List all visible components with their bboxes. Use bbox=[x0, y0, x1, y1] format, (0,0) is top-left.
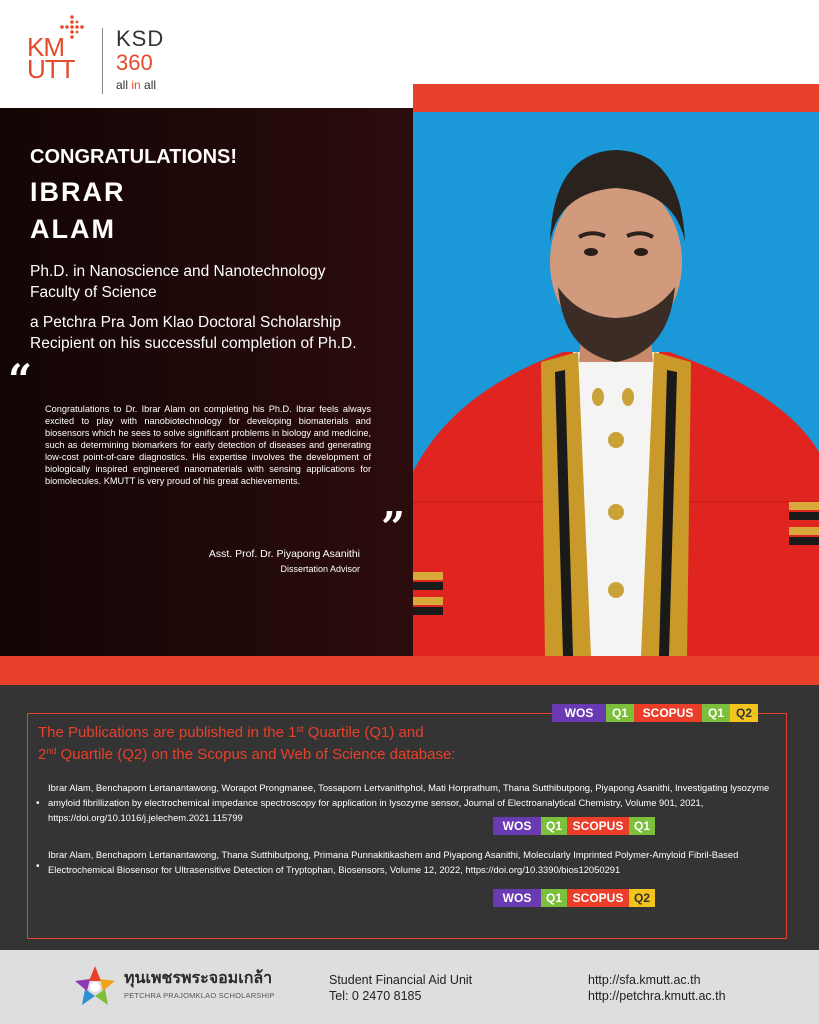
badge-wos: WOS bbox=[552, 704, 606, 722]
graduate-portrait-illustration bbox=[413, 112, 819, 656]
bullet-icon: • bbox=[36, 861, 40, 872]
badge-q2: Q2 bbox=[629, 889, 655, 907]
scholarship-name-thai: ทุนเพชรพระจอมเกล้า bbox=[124, 970, 273, 987]
recipient-last-name: ALAM bbox=[30, 214, 116, 244]
ksd-logo-tagline: all in all bbox=[116, 78, 157, 92]
badge-q1: Q1 bbox=[541, 889, 567, 907]
accent-bar-top bbox=[413, 84, 819, 112]
kmutt-logo-line1: KM bbox=[27, 32, 64, 62]
publication-2-citation: Ibrar Alam, Benchaporn Lertanantawong, Thana Sutthibutpong, Primana Punnakitikashem and Piyapong Asanithi, Molecularly Imprinted Polymer-Amyloid Fibril-Based Electrochemical Biosensor for Ultrasensitive Detection of Tryptophan, Biosensors, Volume 12, 2022, https://doi.org/10.3390/bios12050291 bbox=[48, 849, 739, 875]
badge-q2: Q2 bbox=[730, 704, 758, 722]
degree-title: Ph.D. in Nanoscience and Nanotechnology bbox=[30, 263, 326, 280]
faculty-name: Faculty of Science bbox=[30, 284, 157, 301]
legend-badges bbox=[552, 704, 758, 722]
scholarship-name-english: PETCHRA PRAJOMKLAO SCHOLARSHIP bbox=[124, 991, 275, 1000]
unit-name: Student Financial Aid Unit bbox=[329, 973, 473, 987]
ksd-logo-number: 360 bbox=[116, 50, 153, 75]
website-link-petchra[interactable]: http://petchra.kmutt.ac.th bbox=[588, 989, 726, 1003]
publications-heading-line-2: 2nd Quartile (Q2) on the Scopus and Web of Science database: bbox=[38, 746, 456, 763]
graduate-portrait bbox=[413, 112, 819, 656]
kmutt-logo bbox=[27, 14, 91, 84]
publications-heading-line-1: The Publications are published in the 1st Quartile (Q1) and bbox=[38, 724, 424, 741]
close-quote-icon: ” bbox=[381, 503, 406, 552]
congratulations-heading: CONGRATULATIONS! bbox=[30, 146, 238, 168]
badge-scopus: SCOPUS bbox=[567, 817, 629, 835]
publication-2-badges bbox=[493, 889, 655, 907]
award-line-1: a Petchra Pra Jom Klao Doctoral Scholarship bbox=[30, 314, 342, 331]
advisor-quote: Congratulations to Dr. Ibrar Alam on completing his Ph.D. Ibrar feels always excited to play with nanobiotechnology for developing biomaterials and biosensors which he sees to solve significant problems in biology and medicine, such as determining biomarkers for early detection of diseases and generating low-cost point-of-care diagnostics. His expertise involves the development of biologically inspired engineered nanomaterials with sensing applications for biomolecules. KMUTT is very proud of his great achievements. bbox=[45, 404, 371, 486]
publication-1-badges bbox=[493, 817, 655, 835]
advisor-name: Asst. Prof. Dr. Piyapong Asanithi bbox=[208, 548, 360, 560]
badge-wos: WOS bbox=[493, 889, 541, 907]
award-line-2: Recipient on his successful completion of Ph.D. bbox=[30, 335, 357, 352]
accent-bar-bottom bbox=[0, 656, 819, 685]
publication-1-citation: Ibrar Alam, Benchaporn Lertanantawong, Worapot Prongmanee, Tossaporn Lertvanithphol, Mati Horprathum, Thana Sutthibutpong, Piyapong Asanithi, Investigating lysozyme amyloid fibrillization by electrochemical impedance spectroscopy for application in lysozyme sensor, Journal of Electroanalytical Chemistry, Volume 901, 2021, https://doi.org/10.1016/j.jelechem.2021.115799 bbox=[48, 782, 770, 823]
kmutt-logo-line2: UTT bbox=[27, 54, 75, 84]
open-quote-icon: “ bbox=[8, 355, 33, 404]
unit-phone: Tel: 0 2470 8185 bbox=[329, 989, 422, 1003]
ksd-logo-name: KSD bbox=[116, 26, 165, 51]
badge-q1: Q1 bbox=[702, 704, 730, 722]
petchra-star-logo-icon bbox=[72, 964, 118, 1010]
logo-divider bbox=[102, 28, 103, 94]
website-link-sfa[interactable]: http://sfa.kmutt.ac.th bbox=[588, 973, 701, 987]
recipient-first-name: IBRAR bbox=[30, 177, 126, 207]
bullet-icon: • bbox=[36, 798, 40, 809]
badge-q1: Q1 bbox=[541, 817, 567, 835]
advisor-role: Dissertation Advisor bbox=[280, 564, 360, 574]
ksd360-logo bbox=[116, 28, 176, 94]
badge-q1: Q1 bbox=[606, 704, 634, 722]
badge-wos: WOS bbox=[493, 817, 541, 835]
badge-scopus: SCOPUS bbox=[567, 889, 629, 907]
badge-scopus: SCOPUS bbox=[634, 704, 702, 722]
badge-q1: Q1 bbox=[629, 817, 655, 835]
